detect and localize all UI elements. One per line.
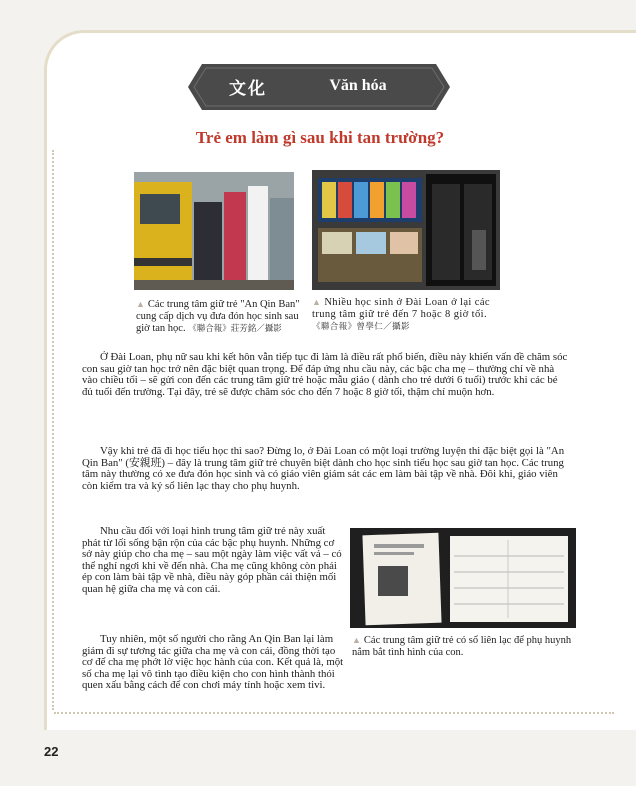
caption-text: Nhiều học sinh ở Đài Loan ở lại các trung tâm giữ trẻ đến 7 hoặc 8 giờ tối. (312, 297, 490, 320)
section-banner (188, 64, 450, 110)
paragraph-4: Tuy nhiên, một số người cho rằng An Qin Ban lại làm giảm đi sự tương tác giữa cha mẹ và con cái, đồng thời tạo cơ để cha mẹ phớt lờ việc học hành của con. Kết quả là, một số cha mẹ lại vô tình tạo điều kiện cho con hình thành thói quen xấu bằng cách để con chơi máy tính hoặc xem tivi. (82, 633, 344, 692)
banner-vietnamese-label: Văn hóa (329, 77, 387, 94)
paragraph-2: Vậy khi trẻ đã đi học tiểu học thì sao? Đừng lo, ở Đài Loan có một loại trường luyện thi đặc biệt gọi là "An Qin Ban" (安親班) – đây là trung tâm giữ trẻ chuyên biệt dành cho học sinh tiểu học sau giờ tan học. Các trung tâm này thường có xe đưa đón học sinh và có giáo viên giám sát các em làm bài tập về nhà. Đôi khi, giáo viên còn kiểm tra và ký sổ liên lạc thay cho phụ huynh. (82, 445, 565, 492)
page-number: 22 (44, 744, 59, 759)
paragraph-1: Ở Đài Loan, phụ nữ sau khi kết hôn vẫn tiếp tục đi làm là điều rất phổ biến, điều này khiến vấn đề chăm sóc con sau giờ tan học trở nên đặc biệt quan trọng. Để đáp ứng nhu cầu này, các bậc cha mẹ – thường chỉ về nhà vào chiều tối – sẽ gửi con đến các trung tâm giữ trẻ hoặc mẫu giáo ( dành cho trẻ dưới 6 tuổi) trước khi các bé đủ tuổi đến trường. Tại đây, trẻ sẽ được chăm sóc cho đến 7 hoặc 8 giờ tối, thậm chí muộn hơn. (82, 351, 568, 398)
triangle-up-icon: ▲ (136, 299, 145, 309)
dotted-border-bottom (54, 712, 614, 714)
triangle-up-icon: ▲ (352, 635, 361, 645)
photo-caption-3 (352, 634, 578, 659)
photo-caption-1 (136, 298, 306, 335)
triangle-up-icon: ▲ (312, 297, 322, 307)
caption-text: Các trung tâm giữ trẻ có sổ liên lạc để phụ huynh nắm bắt tình hình của con. (352, 635, 572, 658)
photo-notice-board (312, 170, 500, 290)
banner-chinese-label: 文化 (229, 79, 267, 99)
photo-contact-book (350, 528, 576, 628)
photo-credit: 《聯合報》曾學仁／攝影 (312, 322, 410, 332)
article-title: Trẻ em làm gì sau khi tan trường? (195, 128, 445, 147)
dotted-border-left (52, 150, 54, 710)
caption-text: Các trung tâm giữ trẻ "An Qin Ban" cung cấp dịch vụ đưa đón học sinh sau giờ tan học. (136, 299, 300, 334)
photo-caption-2 (312, 296, 508, 333)
photo-credit: 《聯合報》莊芳銘／攝影 (188, 324, 282, 334)
photo-school-bus (134, 172, 294, 290)
paragraph-3: Nhu cầu đối với loại hình trung tâm giữ trẻ này xuất phát từ lối sống bận rộn của các bậc phụ huynh. Những cơ sở này giúp cho cha mẹ – sau một ngày làm việc vất vả – có thể nghỉ ngơi khi về đến nhà. Cha mẹ cũng không còn phải ép con làm bài tập về nhà, điều này góp phần cải thiện mối quan hệ giữa cha mẹ và con cái. (82, 525, 342, 595)
